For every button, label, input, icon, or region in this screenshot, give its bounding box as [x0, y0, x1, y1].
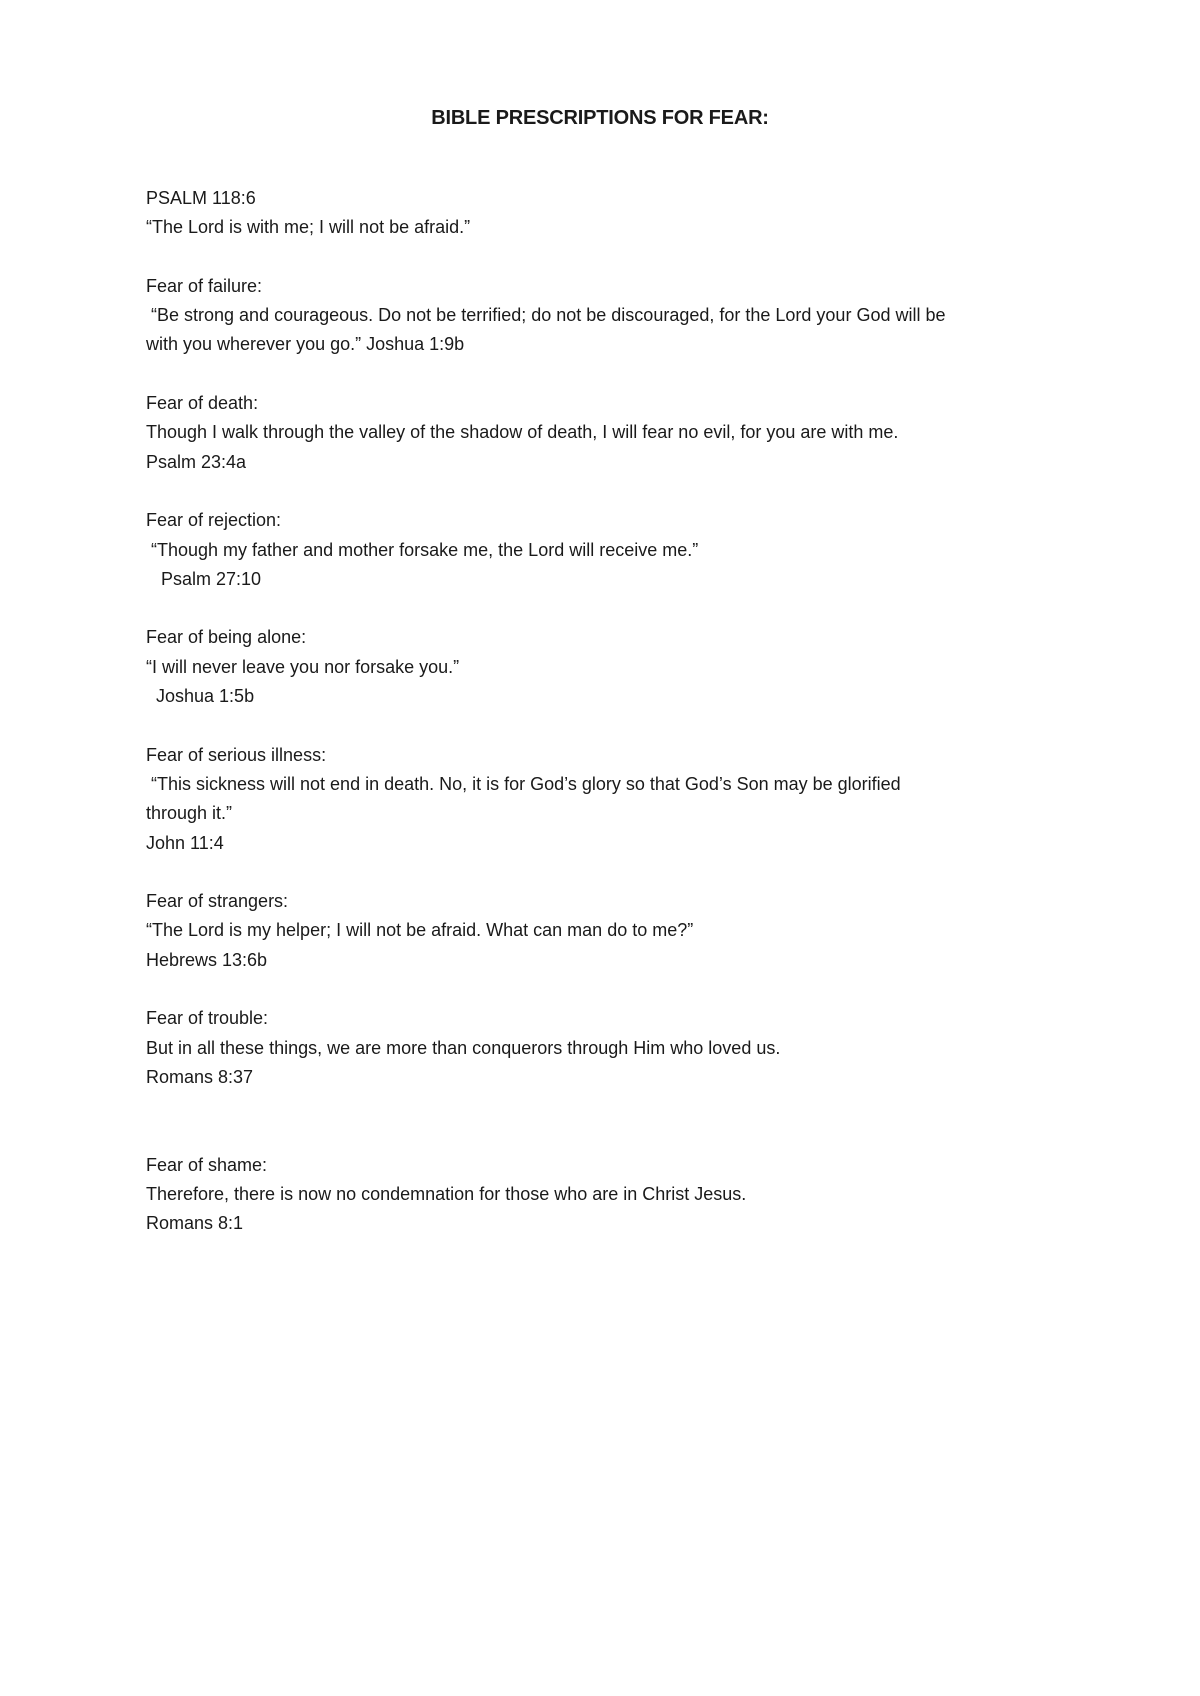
section-fear-of-failure [146, 272, 1086, 360]
section-heading: Fear of death: [146, 393, 259, 414]
verse-line: with you wherever you go.” Joshua 1:9b [146, 334, 465, 355]
section-fear-of-shame [146, 1151, 1086, 1239]
section-fear-of-death [146, 389, 1086, 477]
spacer [146, 477, 1086, 506]
document-body [146, 184, 1086, 1239]
verse-line: “The Lord is my helper; I will not be afraid. What can man do to me?” [146, 920, 694, 941]
spacer [146, 975, 1086, 1004]
verse-line: through it.” [146, 803, 233, 824]
section-heading: Fear of serious illness: [146, 744, 327, 765]
section-fear-of-serious-illness [146, 741, 1086, 858]
verse-reference: John 11:4 [146, 832, 224, 853]
verse-reference: Romans 8:37 [146, 1066, 254, 1087]
section-heading: Fear of strangers: [146, 891, 289, 912]
section-fear-of-rejection [146, 506, 1086, 594]
section-fear-of-strangers [146, 887, 1086, 975]
spacer [146, 360, 1086, 389]
spacer [146, 1092, 1086, 1121]
section-fear-of-trouble [146, 1004, 1086, 1092]
verse-line: “Though my father and mother forsake me, the Lord will receive me.” [146, 539, 699, 560]
verse-line: “Be strong and courageous. Do not be terrified; do not be discouraged, for the Lord your God will be [146, 305, 946, 326]
verse-line: Therefore, there is now no condemnation for those who are in Christ Jesus. [146, 1184, 747, 1205]
verse-line: Though I walk through the valley of the shadow of death, I will fear no evil, for you are with me. [146, 422, 899, 443]
verse-reference: Romans 8:1 [146, 1213, 244, 1234]
verse-line: “The Lord is with me; I will not be afraid.” [146, 217, 471, 238]
verse-reference: Psalm 27:10 [146, 568, 262, 589]
section-heading: Fear of shame: [146, 1154, 268, 1175]
spacer [146, 594, 1086, 623]
spacer [146, 858, 1086, 887]
spacer [146, 711, 1086, 740]
section-heading: Fear of rejection: [146, 510, 282, 531]
verse-line: “This sickness will not end in death. No, it is for God’s glory so that God’s Son may be glorified [146, 773, 901, 794]
spacer [146, 243, 1086, 272]
section-heading: PSALM 118:6 [146, 188, 256, 208]
spacer [146, 1122, 1086, 1151]
document-title: BIBLE PRESCRIPTIONS FOR FEAR: [431, 107, 769, 129]
section-fear-of-being-alone [146, 623, 1086, 711]
verse-reference: Psalm 23:4a [146, 451, 247, 472]
verse-line: But in all these things, we are more than conquerors through Him who loved us. [146, 1037, 781, 1058]
section-heading: Fear of trouble: [146, 1008, 269, 1029]
verse-line: “I will never leave you nor forsake you.” [146, 656, 460, 677]
section-heading: Fear of being alone: [146, 627, 307, 648]
verse-reference: Hebrews 13:6b [146, 949, 268, 970]
verse-reference: Joshua 1:5b [146, 686, 255, 707]
section-psalm-118 [146, 184, 1086, 243]
section-heading: Fear of failure: [146, 275, 263, 296]
